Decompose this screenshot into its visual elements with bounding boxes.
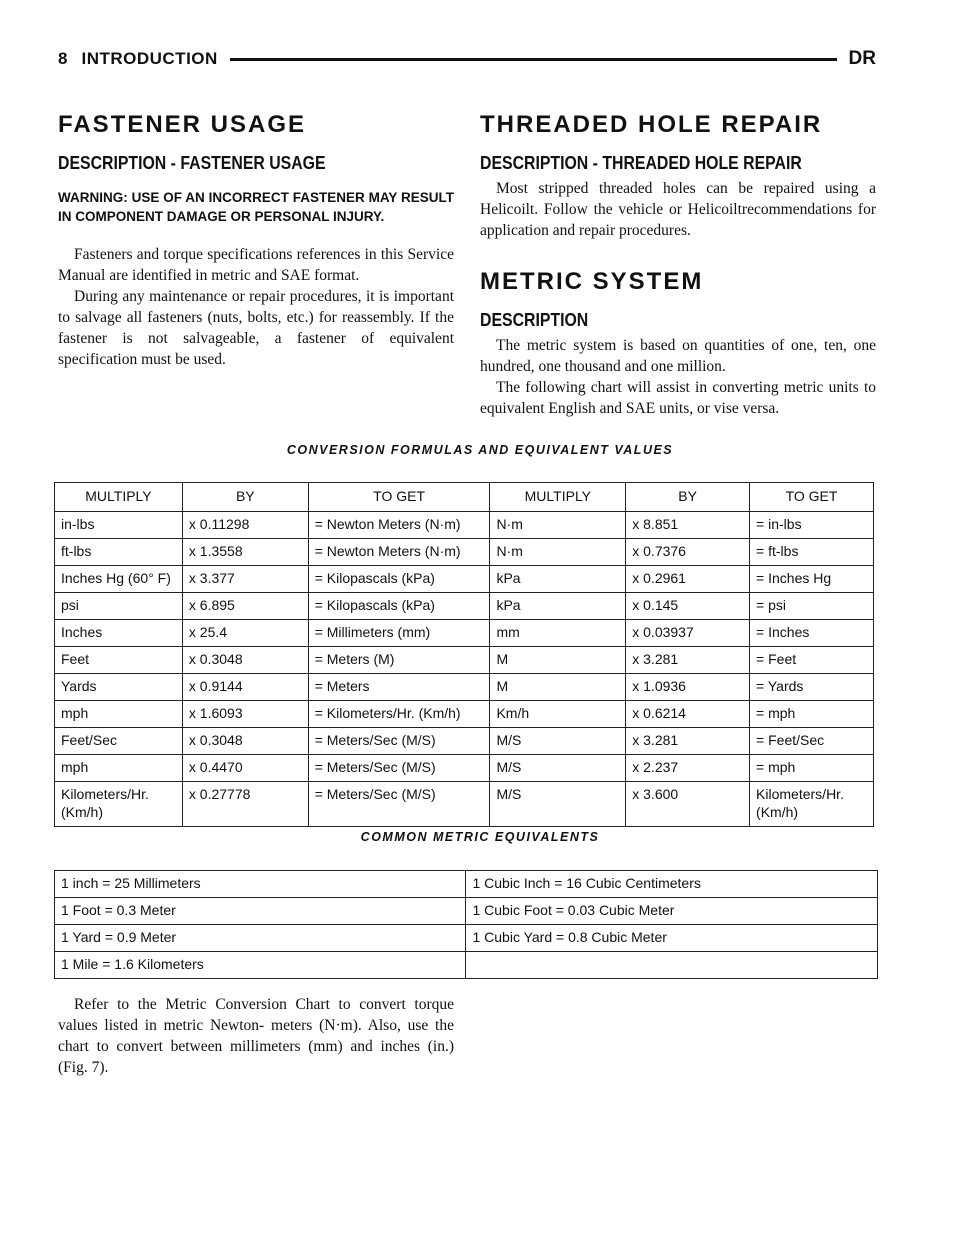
table-cell: x 3.281 xyxy=(626,728,750,755)
table-cell: M/S xyxy=(490,728,626,755)
fastener-para-2: During any maintenance or repair procedures, it is important to salvage all fasteners (nuts, bolts, etc.) for reassembly. If the fastener is not salvageable, a fastener of equivalent specification must be used. xyxy=(58,288,454,368)
table-cell: Feet/Sec xyxy=(55,728,183,755)
table-cell: x 0.2961 xyxy=(626,566,750,593)
table-row xyxy=(55,782,874,827)
table-row xyxy=(55,755,874,782)
table-cell: x 3.377 xyxy=(182,566,308,593)
section-title: INTRODUCTION xyxy=(81,49,218,68)
table-row xyxy=(55,566,874,593)
table-cell: x 0.11298 xyxy=(182,512,308,539)
metric-system-heading: METRIC SYSTEM xyxy=(480,268,704,295)
table-cell: Kilometers/Hr. (Km/h) xyxy=(55,782,183,827)
equivalents-table xyxy=(54,870,878,979)
column-header: MULTIPLY xyxy=(490,483,626,512)
table-cell: Inches xyxy=(55,620,183,647)
table-cell: x 3.600 xyxy=(626,782,750,827)
fastener-para-1: Fasteners and torque specifications references in this Service Manual are identified in metric and SAE format. xyxy=(58,246,454,284)
table-cell: x 0.145 xyxy=(626,593,750,620)
table-cell: N·m xyxy=(490,512,626,539)
threaded-hole-para: Most stripped threaded holes can be repaired using a Helicoilt. Follow the vehicle or Helicoiltrecommendations for application and repair procedures. xyxy=(480,180,876,239)
table-row xyxy=(55,898,878,925)
table-cell: Kilometers/Hr. (Km/h) xyxy=(750,782,874,827)
table-cell: kPa xyxy=(490,593,626,620)
table-cell: = Millimeters (mm) xyxy=(308,620,490,647)
table-cell: 1 inch = 25 Millimeters xyxy=(55,871,466,898)
table-cell: mm xyxy=(490,620,626,647)
table-cell: x 1.6093 xyxy=(182,701,308,728)
table-cell: = psi xyxy=(750,593,874,620)
table-row xyxy=(55,701,874,728)
table-cell: x 0.3048 xyxy=(182,728,308,755)
column-header: TO GET xyxy=(750,483,874,512)
conversion-header-row xyxy=(55,483,874,512)
table-cell: = Newton Meters (N·m) xyxy=(308,512,490,539)
fastener-usage-subheading: DESCRIPTION - FASTENER USAGE xyxy=(58,153,326,173)
warning-text: WARNING: USE OF AN INCORRECT FASTENER MAY RESULT IN COMPONENT DAMAGE OR PERSONAL INJURY. xyxy=(58,190,454,224)
table-cell: = Kilometers/Hr. (Km/h) xyxy=(308,701,490,728)
table-row xyxy=(55,925,878,952)
table-cell: x 0.6214 xyxy=(626,701,750,728)
table-cell: = Kilopascals (kPa) xyxy=(308,566,490,593)
table-cell: kPa xyxy=(490,566,626,593)
table-row xyxy=(55,952,878,979)
table-cell: = Inches xyxy=(750,620,874,647)
column-header: MULTIPLY xyxy=(55,483,183,512)
table-cell: = Kilopascals (kPa) xyxy=(308,593,490,620)
table-cell: psi xyxy=(55,593,183,620)
table-cell: x 3.281 xyxy=(626,647,750,674)
table-cell: N·m xyxy=(490,539,626,566)
threaded-hole-subheading: DESCRIPTION - THREADED HOLE REPAIR xyxy=(480,153,802,173)
threaded-hole-heading: THREADED HOLE REPAIR xyxy=(480,111,823,138)
equivalents-table-title: COMMON METRIC EQUIVALENTS xyxy=(360,830,600,844)
table-cell: = mph xyxy=(750,755,874,782)
table-cell: 1 Mile = 1.6 Kilometers xyxy=(55,952,466,979)
table-row xyxy=(55,728,874,755)
table-cell: M xyxy=(490,674,626,701)
model-code: DR xyxy=(848,48,876,69)
metric-description-subheading: DESCRIPTION xyxy=(480,310,589,330)
table-cell: = Yards xyxy=(750,674,874,701)
table-cell: ft-lbs xyxy=(55,539,183,566)
table-row xyxy=(55,512,874,539)
table-row xyxy=(55,647,874,674)
table-cell: x 25.4 xyxy=(182,620,308,647)
page-header xyxy=(58,46,876,72)
table-cell: = Feet/Sec xyxy=(750,728,874,755)
right-column xyxy=(480,110,876,419)
fastener-usage-heading: FASTENER USAGE xyxy=(58,111,307,138)
closing-paragraph: Refer to the Metric Conversion Chart to convert torque values listed in metric Newton- meters (N·m). Also, use the chart to convert between millimeters (mm) and inches (in.) (Fig. 7). xyxy=(58,996,454,1076)
table-cell: = ft-lbs xyxy=(750,539,874,566)
table-cell: 1 Cubic Yard = 0.8 Cubic Meter xyxy=(466,925,878,952)
table-cell: = Feet xyxy=(750,647,874,674)
table-cell: x 0.7376 xyxy=(626,539,750,566)
conversion-table xyxy=(54,482,874,827)
table-cell: = Inches Hg xyxy=(750,566,874,593)
table-cell: = Meters/Sec (M/S) xyxy=(308,782,490,827)
metric-para-1: The metric system is based on quantities of one, ten, one hundred, one thousand and one million. xyxy=(480,337,876,375)
table-cell: mph xyxy=(55,701,183,728)
header-rule xyxy=(230,58,837,61)
column-header: BY xyxy=(182,483,308,512)
column-header: TO GET xyxy=(308,483,490,512)
table-cell: M/S xyxy=(490,782,626,827)
table-row xyxy=(55,539,874,566)
metric-para-2: The following chart will assist in converting metric units to equivalent English and SAE units, or vise versa. xyxy=(480,379,876,417)
table-row xyxy=(55,674,874,701)
table-cell: Inches Hg (60° F) xyxy=(55,566,183,593)
conversion-table-title: CONVERSION FORMULAS AND EQUIVALENT VALUES xyxy=(286,443,674,457)
table-cell: mph xyxy=(55,755,183,782)
table-cell: Km/h xyxy=(490,701,626,728)
table-cell: 1 Yard = 0.9 Meter xyxy=(55,925,466,952)
table-cell: Yards xyxy=(55,674,183,701)
table-cell: = Meters/Sec (M/S) xyxy=(308,728,490,755)
table-cell: x 0.4470 xyxy=(182,755,308,782)
closing-paragraph-block xyxy=(58,994,454,1078)
table-row xyxy=(55,620,874,647)
page-number: 8 xyxy=(58,49,68,68)
table-cell: x 1.3558 xyxy=(182,539,308,566)
table-cell: = mph xyxy=(750,701,874,728)
table-cell xyxy=(466,952,878,979)
table-row xyxy=(55,593,874,620)
table-row xyxy=(55,871,878,898)
table-cell: Feet xyxy=(55,647,183,674)
table-cell: in-lbs xyxy=(55,512,183,539)
table-cell: x 1.0936 xyxy=(626,674,750,701)
table-cell: = Meters (M) xyxy=(308,647,490,674)
column-header: BY xyxy=(626,483,750,512)
table-cell: = in-lbs xyxy=(750,512,874,539)
table-cell: = Meters xyxy=(308,674,490,701)
table-cell: x 6.895 xyxy=(182,593,308,620)
table-cell: M xyxy=(490,647,626,674)
table-cell: M/S xyxy=(490,755,626,782)
table-cell: = Newton Meters (N·m) xyxy=(308,539,490,566)
table-cell: x 0.27778 xyxy=(182,782,308,827)
table-cell: x 8.851 xyxy=(626,512,750,539)
table-cell: 1 Foot = 0.3 Meter xyxy=(55,898,466,925)
table-cell: x 2.237 xyxy=(626,755,750,782)
table-cell: 1 Cubic Foot = 0.03 Cubic Meter xyxy=(466,898,878,925)
table-cell: x 0.3048 xyxy=(182,647,308,674)
table-cell: = Meters/Sec (M/S) xyxy=(308,755,490,782)
table-cell: x 0.03937 xyxy=(626,620,750,647)
table-cell: 1 Cubic Inch = 16 Cubic Centimeters xyxy=(466,871,878,898)
table-cell: x 0.9144 xyxy=(182,674,308,701)
left-column xyxy=(58,110,454,370)
